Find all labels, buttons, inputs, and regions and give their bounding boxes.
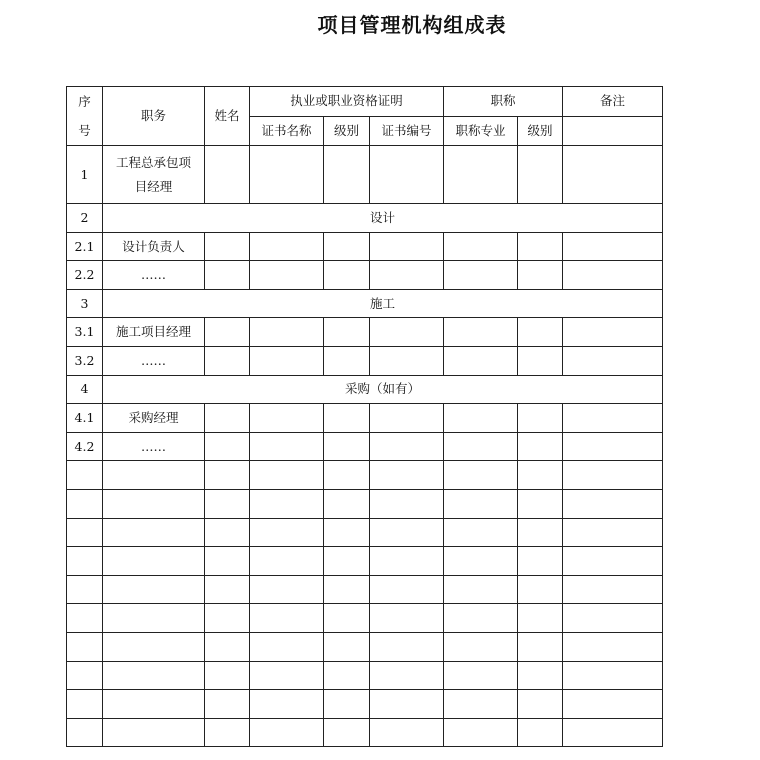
header-title-level: 级别 xyxy=(518,116,563,146)
row-seq: 4.1 xyxy=(67,404,103,433)
cell-cert-number[interactable] xyxy=(370,318,444,347)
row-position: 施工项目经理 xyxy=(103,318,205,347)
cell-remarks[interactable] xyxy=(563,261,663,290)
empty-row xyxy=(67,718,663,747)
cell-cert-name[interactable] xyxy=(250,346,324,375)
cell-cert-level[interactable] xyxy=(324,261,370,290)
row-position: …… xyxy=(103,261,205,290)
table-row xyxy=(67,432,663,461)
cell-cert-level[interactable] xyxy=(324,432,370,461)
cell-remarks[interactable] xyxy=(563,404,663,433)
table-row xyxy=(67,232,663,261)
cell-cert-level[interactable] xyxy=(324,146,370,204)
empty-row xyxy=(67,690,663,719)
cell-cert-level[interactable] xyxy=(324,404,370,433)
row-position: 设计负责人 xyxy=(103,232,205,261)
cell-title-major[interactable] xyxy=(444,146,518,204)
row-seq: 3.2 xyxy=(67,346,103,375)
section-row xyxy=(67,289,663,318)
cell-title-major[interactable] xyxy=(444,318,518,347)
cell-cert-number[interactable] xyxy=(370,146,444,204)
cell-name[interactable] xyxy=(205,261,250,290)
table-row xyxy=(67,261,663,290)
header-position: 职务 xyxy=(103,87,205,146)
cell-name[interactable] xyxy=(205,432,250,461)
empty-row xyxy=(67,632,663,661)
cell-title-major[interactable] xyxy=(444,346,518,375)
cell-cert-name[interactable] xyxy=(250,432,324,461)
row-seq: 3 xyxy=(67,289,103,318)
header-remarks-empty[interactable] xyxy=(563,116,663,146)
cell-title-level[interactable] xyxy=(518,232,563,261)
cell-title-major[interactable] xyxy=(444,261,518,290)
header-cert-name: 证书名称 xyxy=(250,116,324,146)
table-row xyxy=(67,318,663,347)
row-seq: 1 xyxy=(67,146,103,204)
empty-row xyxy=(67,661,663,690)
header-cert-number: 证书编号 xyxy=(370,116,444,146)
cell-name[interactable] xyxy=(205,346,250,375)
cell-name[interactable] xyxy=(205,318,250,347)
page-title: 项目管理机构组成表 xyxy=(317,13,507,37)
cell-name[interactable] xyxy=(205,146,250,204)
row-position: …… xyxy=(103,346,205,375)
cell-cert-number[interactable] xyxy=(370,346,444,375)
table-row xyxy=(67,146,663,204)
cell-cert-name[interactable] xyxy=(250,404,324,433)
section-label: 采购（如有） xyxy=(103,375,663,404)
cell-cert-name[interactable] xyxy=(250,318,324,347)
header-cert-level: 级别 xyxy=(324,116,370,146)
cell-remarks[interactable] xyxy=(563,432,663,461)
header-remarks: 备注 xyxy=(563,87,663,117)
cell-remarks[interactable] xyxy=(563,232,663,261)
row-position: 工程总承包项 目经理 xyxy=(103,146,205,204)
row-seq: 4.2 xyxy=(67,432,103,461)
org-structure-table xyxy=(66,86,663,747)
cell-cert-number[interactable] xyxy=(370,261,444,290)
cell-title-level[interactable] xyxy=(518,346,563,375)
header-row-1 xyxy=(67,87,663,117)
empty-row xyxy=(67,547,663,576)
section-row xyxy=(67,375,663,404)
row-position: 采购经理 xyxy=(103,404,205,433)
header-cert-group: 执业或职业资格证明 xyxy=(250,87,444,117)
empty-row xyxy=(67,604,663,633)
empty-row xyxy=(67,518,663,547)
cell-remarks[interactable] xyxy=(563,318,663,347)
cell-title-major[interactable] xyxy=(444,432,518,461)
row-seq: 4 xyxy=(67,375,103,404)
header-title-group: 职称 xyxy=(444,87,563,117)
row-seq: 2.2 xyxy=(67,261,103,290)
row-seq: 2.1 xyxy=(67,232,103,261)
cell-cert-number[interactable] xyxy=(370,232,444,261)
cell-cert-name[interactable] xyxy=(250,146,324,204)
cell-cert-name[interactable] xyxy=(250,261,324,290)
table-row xyxy=(67,346,663,375)
cell-cert-name[interactable] xyxy=(250,232,324,261)
header-name: 姓名 xyxy=(205,87,250,146)
empty-row xyxy=(67,575,663,604)
section-label: 设计 xyxy=(103,204,663,233)
row-seq: 2 xyxy=(67,204,103,233)
cell-name[interactable] xyxy=(205,232,250,261)
cell-name[interactable] xyxy=(205,404,250,433)
empty-row xyxy=(67,461,663,490)
cell-title-major[interactable] xyxy=(444,232,518,261)
empty-row xyxy=(67,489,663,518)
cell-cert-number[interactable] xyxy=(370,432,444,461)
cell-remarks[interactable] xyxy=(563,146,663,204)
row-seq: 3.1 xyxy=(67,318,103,347)
cell-title-level[interactable] xyxy=(518,261,563,290)
row-position: …… xyxy=(103,432,205,461)
header-title-major: 职称专业 xyxy=(444,116,518,146)
cell-cert-number[interactable] xyxy=(370,404,444,433)
cell-title-level[interactable] xyxy=(518,404,563,433)
cell-cert-level[interactable] xyxy=(324,232,370,261)
cell-title-level[interactable] xyxy=(518,432,563,461)
section-row xyxy=(67,204,663,233)
section-label: 施工 xyxy=(103,289,663,318)
cell-title-level[interactable] xyxy=(518,318,563,347)
header-seq: 序 号 xyxy=(67,87,103,146)
cell-remarks[interactable] xyxy=(563,346,663,375)
cell-cert-level[interactable] xyxy=(324,318,370,347)
cell-title-major[interactable] xyxy=(444,404,518,433)
cell-title-level[interactable] xyxy=(518,146,563,204)
cell-cert-level[interactable] xyxy=(324,346,370,375)
table-row xyxy=(67,404,663,433)
